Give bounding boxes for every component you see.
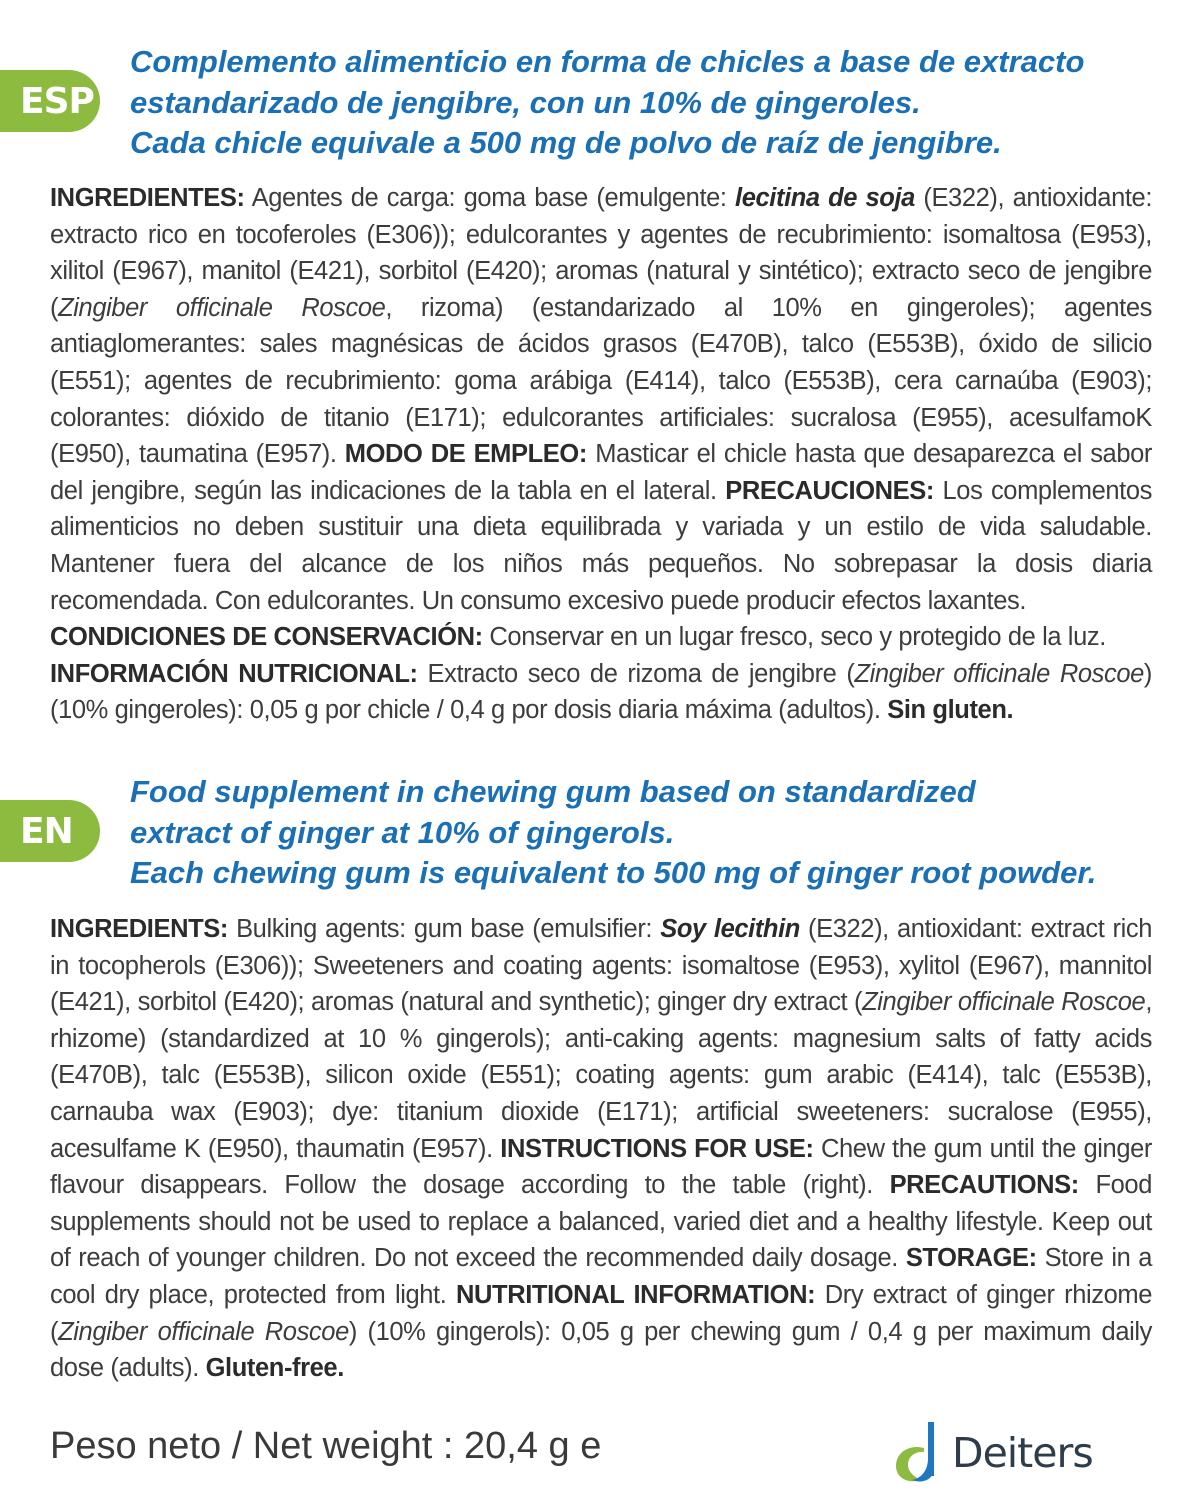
esp-precautions-text: Los complementos alimenticios no deben sustituir una dieta equilibrada y variada y un estilo de vida saludable. Mantener fuera del alcance de los niños más pequeños. No sobrepasar la dosis diaria recomendada. Con edulcorantes. Un consumo excesivo puede producir efectos laxantes. (50, 476, 1152, 615)
en-ingredients-label: INGREDIENTS: (50, 915, 228, 943)
en-use-label: INSTRUCTIONS FOR USE: (500, 1134, 814, 1163)
en-storage-text: Store in a cool dry place, protected from light. (50, 1244, 1152, 1309)
esp-storage-text: Conservar en un lugar fresco, seco y protegido de la luz. (482, 623, 1106, 652)
esp-allergen: lecitina de soja (735, 184, 915, 212)
esp-heading (130, 42, 1152, 164)
esp-body (50, 180, 1152, 729)
esp-heading-line-1: Complemento alimenticio en forma de chicles a base de extracto (130, 44, 1085, 79)
esp-use-label: MODO DE EMPLEO: (344, 440, 587, 469)
esp-nutrition-label: INFORMACIÓN NUTRICIONAL: (50, 659, 418, 688)
en-nutrition-latin: Zingiber officinale Roscoe (58, 1317, 349, 1346)
esp-heading-line-3: Cada chicle equivale a 500 mg de polvo de raíz de jengibre. (130, 125, 1002, 160)
esp-nutrition-text-a: Extracto seco de rizoma de jengibre ( (417, 659, 855, 688)
esp-nutrition-latin: Zingiber officinale Roscoe (854, 659, 1144, 688)
en-nutrition-text-b: ) (10% gingerols): 0,05 g per chewing gum / 0,4 g per maximum daily dose (adults). (50, 1317, 1153, 1383)
en-allergen: Soy lecithin (660, 915, 800, 943)
esp-use-text: Masticar el chicle hasta que desaparezca el sabor del jengibre, según las indicaciones de la tabla en el lateral. (50, 440, 1152, 505)
esp-ingredients-label: INGREDIENTES: (50, 184, 245, 212)
esp-ingredients-text-b: (E322), antioxidante: extracto rico en tocoferoles (E306)); edulcorantes y agentes de recubrimiento: isomaltosa (E953), xilitol (E967), manitol (E421), sorbitol (E420); aromas (natural y sintético); extracto seco de jengibre ( (50, 184, 1153, 322)
esp-latin-name: Zingiber officinale Roscoe (58, 293, 386, 322)
esp-nutrition-text-b: ) (10% gingeroles): 0,05 g por chicle / 0,4 g por dosis diaria máxima (adultos). (50, 659, 1153, 725)
esp-precautions-label: PRECAUCIONES: (725, 476, 934, 505)
en-latin-name: Zingiber officinale Roscoe (862, 988, 1146, 1017)
en-precautions-text: Food supplements should not be used to replace a balanced, varied diet and a healthy lifestyle. Keep out of reach of younger children. Do not exceed the recommended daily dosage. (50, 1171, 1152, 1273)
net-weight: Peso neto / Net weight : 20,4 g e (50, 1425, 602, 1467)
en-nutrition-label: NUTRITIONAL INFORMATION: (455, 1280, 816, 1309)
en-body (50, 911, 1152, 1387)
en-use-text: Chew the gum until the ginger flavour disappears. Follow the dosage according to the table (right). (50, 1134, 1152, 1200)
en-gluten-free: Gluten-free. (205, 1354, 344, 1383)
language-tab-esp: ESP (0, 70, 100, 132)
en-heading-line-3: Each chewing gum is equivalent to 500 mg of ginger root powder. (130, 855, 1097, 890)
esp-gluten-free: Sin gluten. (887, 696, 1014, 725)
en-heading-line-2: extract of ginger at 10% of gingerols. (130, 814, 675, 850)
esp-ingredients-text-c: , rizoma) (estandarizado al 10% en gingeroles); agentes antiaglomerantes: sales magnésicas de ácidos grasos (E470B), talco (E553B), óxido de silicio (E551); agentes de recubrimiento: goma arábiga (E414), talco (E553B), cera carnaúba (E903); colorantes: dióxido de titanio (E171); edulcorantes artificiales: sucralosa (E955), acesulfamoK (E950), taumatina (E957). (50, 293, 1153, 469)
esp-ingredients-text-a: Agentes de carga: goma base (emulgente: (244, 184, 736, 212)
en-precautions-label: PRECAUTIONS: (889, 1171, 1079, 1200)
en-ingredients-text-b: (E322), antioxidant: extract rich in tocopherols (E306)); Sweeteners and coating agents: isomaltose (E953), xylitol (E967), mannitol (E421), sorbitol (E420); aromas (natural and synthetic); ginger dry extract ( (50, 915, 1152, 1017)
brand-logo (888, 1418, 1093, 1488)
en-storage-label: STORAGE: (905, 1244, 1037, 1273)
en-heading (130, 772, 1152, 894)
en-ingredients-text-a: Bulking agents: gum base (emulsifier: (227, 915, 661, 943)
en-nutrition-text-a: Dry extract of ginger rhizome ( (50, 1280, 1153, 1346)
deiters-logo-icon (888, 1418, 950, 1488)
esp-storage-label: CONDICIONES DE CONSERVACIÓN: (50, 623, 483, 652)
language-tab-en: EN (0, 800, 100, 862)
en-ingredients-text-c: , rhizome) (standardized at 10 % gingerols); anti-caking agents: magnesium salts of fatty acids (E470B), talc (E553B), silicon oxide (E551); coating agents: gum arabic (E414), talc (E553B), carnauba wax (E903); dye: titanium dioxide (E171); artificial sweeteners: sucralose (E955), acesulfame K (E950), thaumatin (E957). (50, 988, 1153, 1163)
brand-name: Deiters (952, 1429, 1093, 1477)
en-heading-line-1: Food supplement in chewing gum based on standardized (130, 774, 976, 809)
esp-heading-line-2: estandarizado de jengibre, con un 10% de gingeroles. (130, 84, 921, 120)
